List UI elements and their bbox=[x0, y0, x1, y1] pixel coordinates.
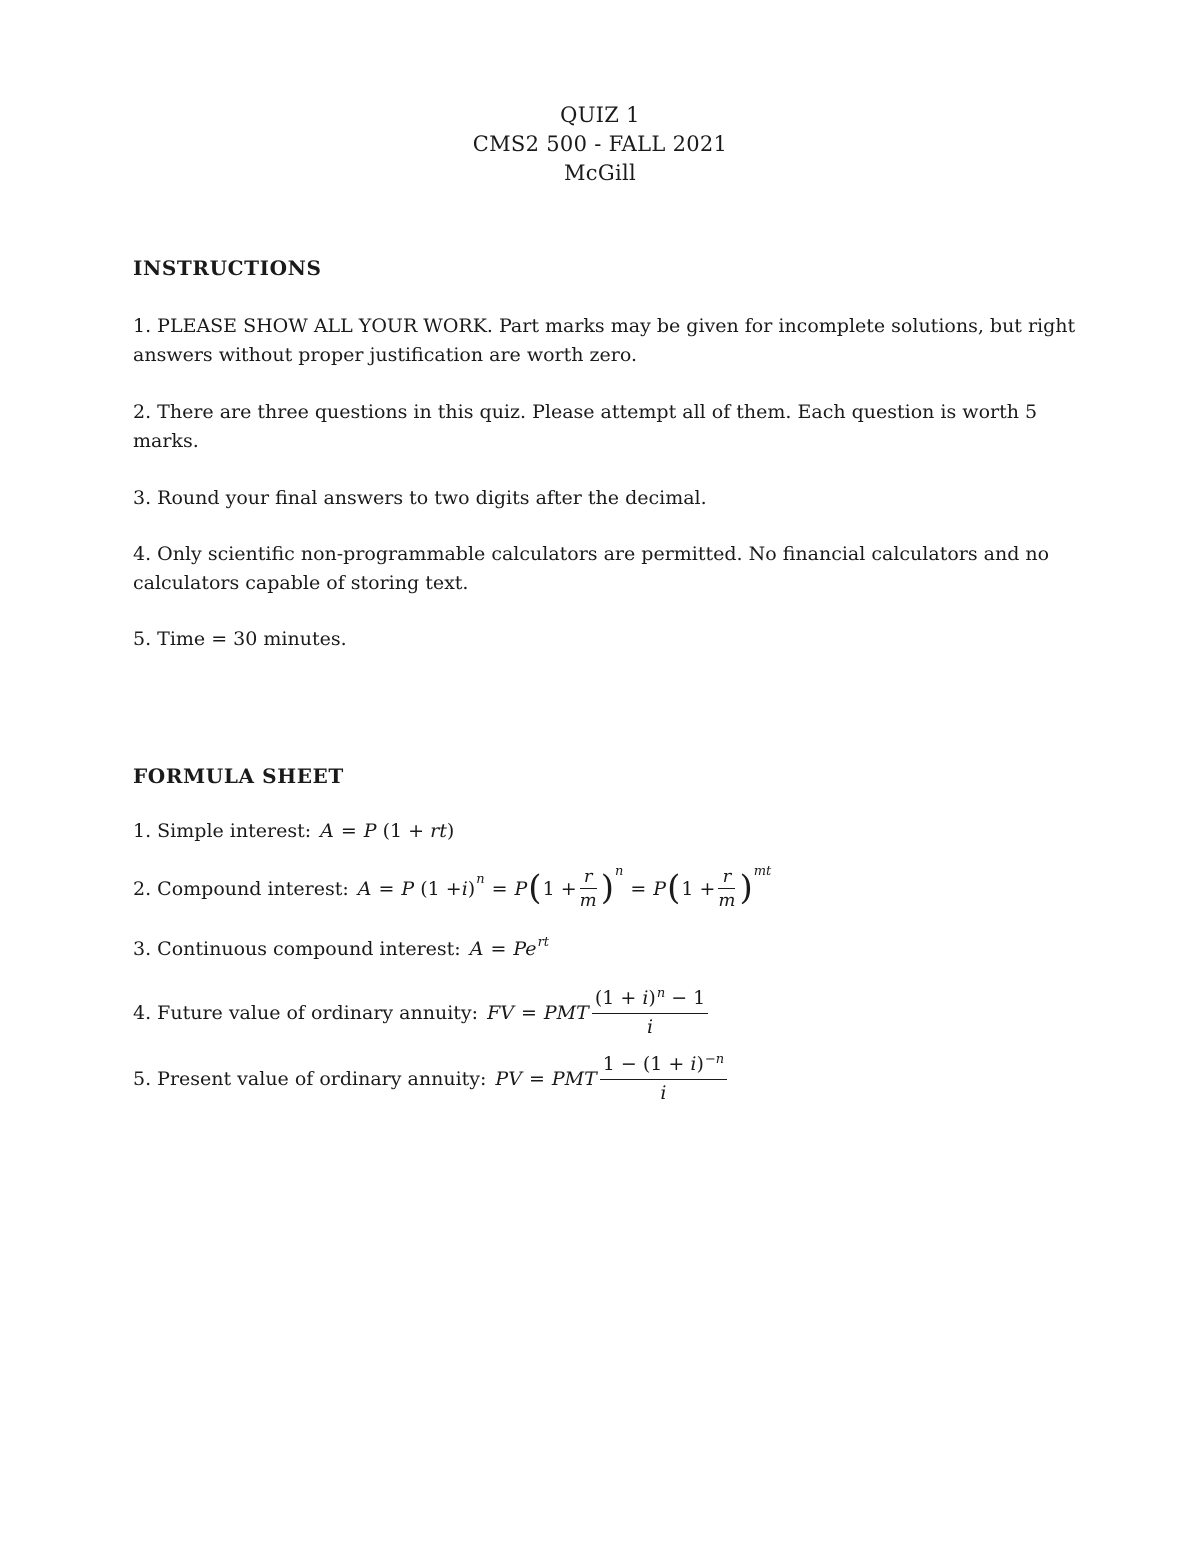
formula-expression: A = P (1 + rt) bbox=[320, 820, 455, 842]
instruction-item-2: 2. There are three questions in this quiz. Please attempt all of them. Each question is worth 5 marks. bbox=[133, 401, 1038, 452]
formula-sheet-heading: FORMULA SHEET bbox=[133, 764, 344, 788]
instruction-item-4: 4. Only scientific non-programmable calculators are permitted. No financial calculators and no calculators capable of storing text. bbox=[133, 543, 1050, 594]
instructions-heading: INSTRUCTIONS bbox=[133, 256, 322, 280]
instruction-item-5: 5. Time = 30 minutes. bbox=[133, 628, 347, 650]
formula-expression: A = P (1 + i ) n = P ( 1 + $\frac{r}{m}$ ) n = P ( 1 + $\frac{r}{m}$ ) mt bbox=[357, 863, 772, 911]
formula-present-value-annuity bbox=[133, 1054, 730, 1103]
formula-label: 5. Present value of ordinary annuity: bbox=[133, 1067, 487, 1090]
quiz-title-block bbox=[0, 101, 1200, 188]
formula-expression: FV = PMT $\frac{(1 + i)^n - 1}{i}$ bbox=[487, 988, 711, 1037]
formula-compound-interest bbox=[133, 863, 772, 911]
institution: McGill bbox=[564, 161, 636, 185]
formula-label: 4. Future value of ordinary annuity: bbox=[133, 1001, 479, 1024]
formula-label: 2. Compound interest: bbox=[133, 878, 349, 900]
formula-simple-interest bbox=[133, 820, 454, 842]
formula-expression: PV = PMT $\frac{1 - (1 + i)^{-n}}{i}$ bbox=[495, 1054, 730, 1103]
formula-expression: $A = Pe^{rt}$ bbox=[469, 935, 550, 960]
instruction-item-3: 3. Round your final answers to two digits after the decimal. bbox=[133, 487, 707, 509]
formula-continuous-compound bbox=[133, 935, 550, 960]
quiz-title: QUIZ 1 bbox=[560, 103, 640, 127]
formula-label: 1. Simple interest: bbox=[133, 820, 312, 842]
formula-label: 3. Continuous compound interest: bbox=[133, 938, 461, 960]
course-term: CMS2 500 - FALL 2021 bbox=[472, 132, 728, 156]
formula-future-value-annuity bbox=[133, 988, 711, 1037]
instruction-item-1: 1. PLEASE SHOW ALL YOUR WORK. Part marks may be given for incomplete solutions, but right answers without proper justification are worth zero. bbox=[133, 315, 1076, 366]
